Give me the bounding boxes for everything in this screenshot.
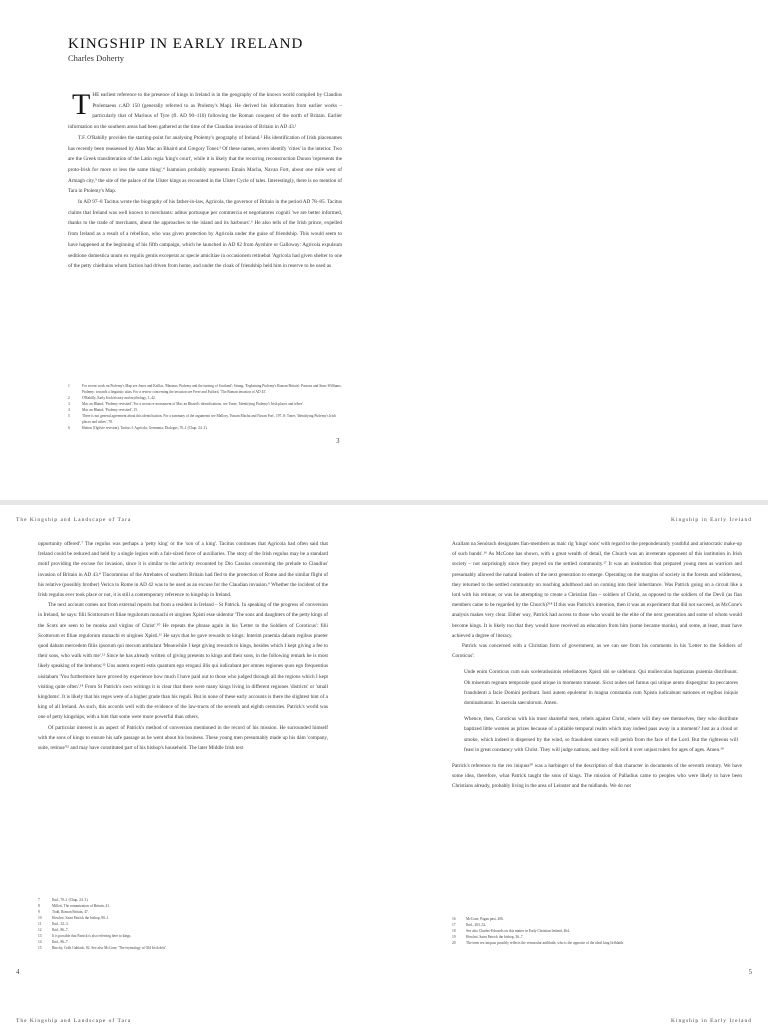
footnote: 10 Howlett, Saint Patrick the bishop, 80–1. (38, 916, 110, 920)
footnote: 18 See also Charles-Edwards on this matter in Early Christian Ireland, 464. (452, 929, 570, 933)
footnote: 5 There is not general agreement about this identification. For a summary of the arguments see Mallory, 'Emain Macha and Navan Fort', 197–8; Toner, 'Identifying Ptolemy's Irish places and tribes', 78. (68, 414, 336, 424)
block-quote-latin: Unde enim Coroticus cum suis sceleratissimis rebellatores Xpisti ubi se uidebunt. Qui mulierculas baptizatas praemia distribuunt. Ob miserum regnum temporale quod utique in momento transeat. Sicut nubes uel fumus qui utique uento dispergitur ita peccatores fraudulenti a facie Domini peribunt. Iusti autem epulentur in magna constantia cum Xpisto iudicabunt nationes et regibus iniquis dominabuntur. In saecula saeculorum. Amen. (464, 669, 738, 707)
footnote: 1 For recent work on Ptolemy's Map see Jones and Keillar, 'Marinus, Ptolemy and the turning of Scotland'; Strang, 'Explaining Ptolemy's Roman Britain'; Parsons and Sims-Williams, Ptolemy: towards a linguistic atlas. For a review concerning the invasion see Frere and Fulford, 'The Roman invasion of AD 43'. (68, 384, 342, 394)
footnote: 15 Binchy, Críth Gablach, 82. See also McCone, 'The etymology of Old Irish déis'. (38, 946, 167, 950)
page-5-footnotes (452, 916, 742, 946)
footnote: 12 Ibid., 86–7. (38, 928, 69, 932)
footnote: 14 Ibid., 86–7. (38, 940, 69, 944)
page-4 (0, 505, 384, 1024)
paragraph: THE earliest reference to the presence of kings in Ireland is in the geography of the known world compiled by Claudius Ptolemaeus c.AD 150 (generally referred to as Ptolemy's Map). He derived his information from earlier works – particularly that of Marinus of Tyre (fl. AD 90–110) following the Roman conquest of the north of Britain. Earlier information on the southern areas had been gathered at the time of the Claudian invasion of Britain in AD 43.¹ (68, 88, 342, 131)
page-4-body (38, 539, 328, 753)
footnote: 13 It is possible that Patrick is also referring here to kings. (38, 934, 132, 938)
page-number: 5 (748, 968, 752, 976)
chapter-author: Charles Doherty (68, 53, 124, 63)
paragraph: Patrick's reference to the rex iniquus²⁰ was a harbinger of the description of that character in documents of the seventh century. We have some idea, therefore, what Patrick taught the sons of kings. The mission of Palladius came to peoples who were likely to have been Christians already, probably living in the area of Leinster and the midlands. We do not (452, 763, 742, 790)
next-running-head: The Kingship and Landscape of Tara (16, 1018, 132, 1024)
footnote: 7 Ibid., 70–1 (Chap. 24. 3). (38, 898, 89, 902)
page-number: 4 (16, 968, 20, 976)
page-3-body (68, 90, 342, 272)
running-head: The Kingship and Landscape of Tara (16, 517, 132, 523)
footnote: 16 McCone, Pagan past, 206. (452, 917, 504, 921)
paragraph: Of particular interest is an aspect of Patrick's method of conversion mentioned in the record of his mission. He surrounded himself with the sons of kings to ensure his safe passage as he went about his business. These young men presumably made up his dám 'company, suite, retinue'¹⁵ and may have constituted part of his bishop's household. The later Middle Irish text (38, 724, 328, 752)
running-head: Kingship in Early Ireland (670, 517, 752, 523)
next-running-head: Kingship in Early Ireland (670, 1018, 752, 1024)
footnote: 9 Todd, Roman Britain, 47. (38, 910, 89, 914)
page-3-footnotes (68, 383, 342, 431)
page-5-body (452, 539, 742, 792)
page-4-footnotes (38, 897, 328, 951)
paragraph: Acallam na Senórach designates fían-members as maic ríg 'kings' sons' with regard to the preponderantly youthful and aristocratic make-up of such bands'.¹⁶ As McCone has shown, with a great wealth of detail, the Church was an inveterate opponent of this institution in Irish society – not surprisingly since they preyed on the settled community.¹⁷ It was an institution that prepared young men as warriors and presumably allowed the natural leaders of the next generation to emerge. Operating on the margins of society in the forests and wilderness, they returned to the settled community on reaching adulthood and on coming into their inheritance. Was Patrick going on a circuit like a lord with his retinue; or was he attempting to create a Christian fían – soldiers of Christ, as opposed to the soldiers of the Devil (as fían members came to be regarded by the Church)?¹⁸ If this was Patrick's intention, then it was an experiment that did not succeed, as McCone's analysis makes very clear. Either way, Patrick had access to those who would be the elite of the next generation and some of whom would become kings. It is likely too that they would have received an education from him (some became monks), and some, at least, must have achieved a degree of literacy. (452, 541, 742, 639)
page-number: 3 (336, 437, 340, 445)
paragraph: T.F. O'Rahilly provides the starting-point for analysing Ptolemy's geography of Ireland.² His identification of Irish placenames has recently been reassessed by Alan Mac an Bhaird and Gregory Toner.³ Of these names, seven identify 'cities' in the interior. Two are the Greek transliteration of the Latin regia 'king's court', while it is likely that the recurring reconstruction Dunon 'represents the proto-Irish for more or less the same thing'.⁴ Isamnion probably represents Emain Macha, Navan Fort, about one mile west of Armagh city,⁵ the site of the palace of the Ulster kings as recounted in the Ulster Cycle of tales. Interestingly, there is no mention of Tara in Ptolemy's Map. (68, 134, 342, 195)
chapter-title: KINGSHIP IN EARLY IRELAND (68, 36, 304, 52)
paragraph: The next account comes not from external reports but from a resident in Ireland – St Patrick. In speaking of the progress of conversion in Ireland, he says: filii Scottorum et filiae regulorum monachi et uirgines Xpisti esse uidentur 'The sons and daughters of the petty kings of the Scots are seen to be monks and virgins of Christ'.¹⁰ He repeats the phrase again in his 'Letter to the Soldiers of Coroticus': filii Scottorum et filiae regulorum monachi et uirgines Xpisti.¹¹ He says that he gave rewards to kings: Interim praemia dabam regibus praeter quod dabam mercedem filiis ipsorum qui mecum ambulant 'Meanwhile I kept giving rewards to kings, besides which I kept giving a fee to their sons, who walk with me'.¹² Since he has already written of giving presents to kings and their sons, in the following remark he is most likely speaking of the brehons:¹³ Uos autem experti estis quantum ego erogaui illis qui iudicabant per omnes regiones quos ego frequentius uisitabam 'You furthermore have proved by experience how much I have paid out to those who judged through all the regions which I kept visiting quite often'.¹⁴ From St Patrick's own writings it is clear that there were many kings living in different regiones 'districts' or 'small kingdoms'. It is likely that his reges were of a higher grade than his reguli. But in none of these early accounts is there the slightest hint of a king of all Ireland. As such, this accords well with the evidence of the law-tracts of the seventh and eighth centuries. Patrick's world was one of petty kingships, with a hint that some were more powerful than others. (38, 602, 328, 721)
footnote: 8 Millett, The romanization of Britain, 41. (38, 904, 111, 908)
paragraph: Patrick was concerned with a Christian form of government, as we can see from his comments in his 'Letter to the Soldiers of Coroticus': (452, 643, 742, 660)
footnote: 2 O'Rahilly, Early Irish history and mythology, 1–42. (68, 396, 156, 400)
footnote: 11 Ibid., 32–3. (38, 922, 69, 926)
block-quote-english: Whence, then, Coroticus with his most shameful men, rebels against Christ, where will they see themselves, they who distribute baptized little women as prizes because of a pitiable temporal realm which may indeed pass away in a moment? Just as a cloud or smoke, which indeed is dispersed by the wind, so fraudulent sinners will perish from the face of the Lord. But the righteous will feast in great constancy with Christ. They will judge nations, and they will lord it over unjust rulers for ages of ages. Amen.¹⁹ (464, 716, 738, 753)
page-5 (384, 505, 768, 1024)
paragraph: In AD 97–8 Tacitus wrote the biography of his father-in-law, Agricola, the governor of Britain in the period AD 78–85. Tacitus claims that Ireland was well known to merchants: aditus portusque per commercia et negotiatores cogniti 'we are better informed, thanks to the trade of merchants, about the approaches to the island and its harbours'.⁶ He also tells of the Irish prince, expelled from Ireland as a result of a rebellion, who was given protection by Agricola under the guise of friendship. This would seem to have happened at the beginning of his fifth campaign, which he launched in AD 82 from Ayrshire or Galloway: Agricola expulsum seditione domestica unum ex regulis gentis exceperat ac specie amicitiae in occasionem retinebat 'Agricola had given shelter to one of the petty chieftains whom faction had driven from home, and under the cloak of friendship held him in reserve to be used as (68, 199, 342, 270)
footnote: 3 Mac an Bhaird, 'Ptolemy revisited'. For a recent re-assessment of Mac an Bhaird's identifications, see Toner, 'Identifying Ptolemy's Irish places and tribes'. (68, 402, 304, 406)
footnote: 19 Howlett, Saint Patrick the bishop, 36–7. (452, 935, 524, 939)
footnote: 20 The term rex iniquus possibly reflects the vernacular anfhlaith, who is the opposite of the ideal king fírfhlaith. (452, 941, 624, 945)
footnote: 4 Mac an Bhaird, 'Ptolemy revisited', 15. (68, 408, 138, 412)
footnote: 6 Hutton (Ogilvie revision), Tacitus I: Agricola, Germania, Dialogus, 70–1 (Chap. 24. 2). (68, 426, 208, 430)
page-3 (0, 0, 768, 500)
paragraph: opportunity offered'.⁷ The regulus was perhaps a 'petty king' or the 'son of a king'. Tacitus continues that Agricola had often said that Ireland could be reduced and held by a single legion with a fair-sized force of auxiliaries. The story of the Irish regulus may be a standard motif providing the excuse for invasion, since it is similar to the activity recounted by Dio Cassius concerning the prelude to Claudius' invasion of Britain in AD 43.⁸ Tincommius of the Atrebates of southern Britain had fled to the protection of Rome and the similar flight of his relative (possibly brother) Verica to Rome in AD 42 was to be used as an excuse for the Claudian invasion.⁹ Whether the incident of the Irish regulus ever took place or not, it is still a contemporary reference to kingship in Ireland. (38, 541, 328, 599)
drop-cap: T (72, 88, 91, 121)
footnote: 17 Ibid., 203–32. (452, 923, 487, 927)
